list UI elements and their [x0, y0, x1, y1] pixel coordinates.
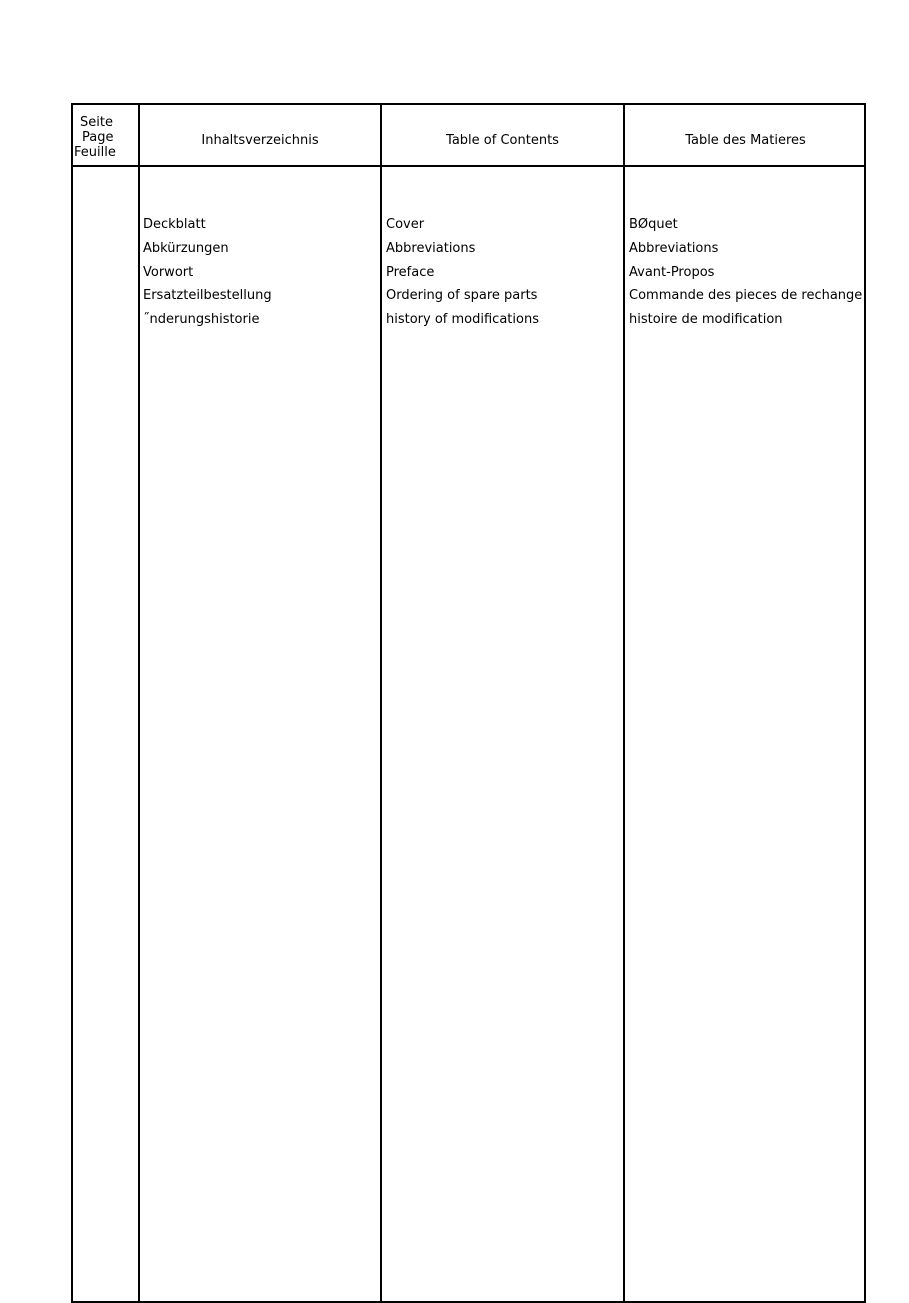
toc-entry-fr: Abbreviations [629, 240, 719, 256]
column-divider [380, 105, 382, 1301]
table-of-contents [71, 103, 866, 1303]
french-column-header [625, 105, 866, 165]
german-column-header [140, 105, 380, 165]
toc-entry-fr: Commande des pieces de rechange [629, 288, 863, 304]
toc-entry-en: Preface [386, 264, 435, 280]
toc-entry-de: Deckblatt [143, 217, 206, 232]
english-header-text: Table of Contents [446, 132, 559, 148]
column-divider [623, 105, 625, 1301]
toc-entry-de: ˝nderungshistorie [143, 312, 260, 328]
toc-entry-en: Cover [386, 217, 425, 232]
toc-entry-fr: Avant-Propos [629, 264, 715, 280]
french-header-text: Table des Matieres [685, 132, 806, 148]
toc-entry-en: Ordering of spare parts [386, 288, 538, 304]
toc-entry-de: Abkürzungen [143, 240, 229, 256]
page-header-en: Page [82, 130, 114, 145]
french-entries [629, 213, 862, 332]
header-divider [73, 165, 864, 167]
toc-entry-en: Abbreviations [386, 240, 476, 256]
toc-entry-fr: histoire de modification [629, 312, 783, 328]
english-column-header [382, 105, 623, 165]
toc-entry-de: Ersatzteilbestellung [143, 288, 272, 304]
english-entries [386, 213, 539, 332]
page-header-fr: Feuille [74, 145, 116, 160]
toc-entry-en: history of modifications [386, 312, 539, 328]
german-entries [143, 213, 272, 332]
page-column-header [73, 115, 139, 160]
toc-entry-fr: BØquet [629, 217, 678, 232]
toc-entry-de: Vorwort [143, 264, 194, 280]
page-header-de: Seite [80, 115, 113, 130]
german-header-text: Inhaltsverzeichnis [201, 132, 319, 148]
column-divider [138, 105, 140, 1301]
